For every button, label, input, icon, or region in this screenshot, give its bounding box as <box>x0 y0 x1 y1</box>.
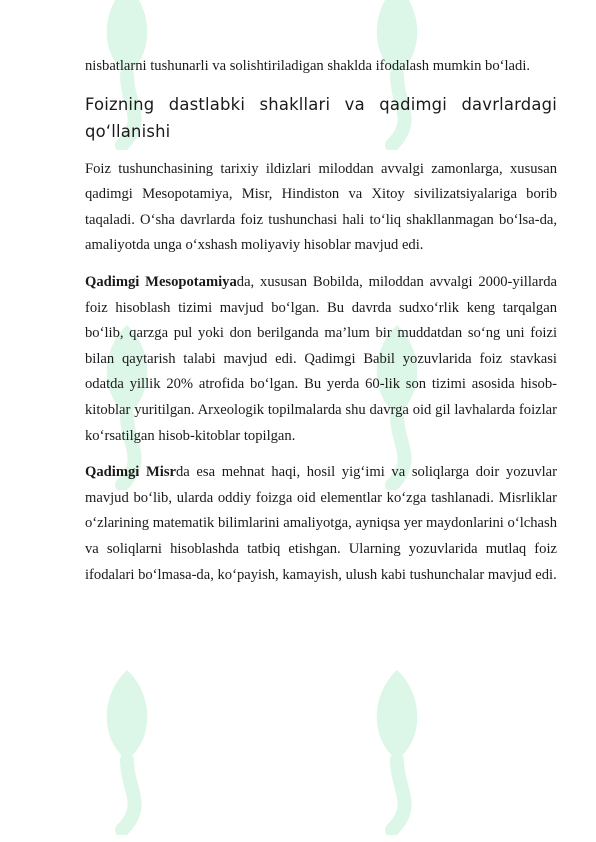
intro-paragraph: nisbatlarni tushunarli va solishtiriladigan shaklda ifodalash mumkin bo‘ladi. <box>85 58 531 74</box>
egypt-text: da esa mehnat haqi, hosil yig‘imi va soliqlarga doir yozuvlar mavjud bo‘lib, ularda oddiy foizga oid elementlar ko‘zga tashlanadi. Misrliklar o‘zlarining matematik bilimlarini amaliyotga, ayniqsa yer maydonlarini o‘lchash va soliqlarni hisoblashda tatbiq etishgan. Ularning yozuvlarida mutlaq foiz ifodalari bo‘lmasa-da, ko‘payish, kamayish, ulush kabi tushunchalar mavjud edi. <box>85 464 558 583</box>
egypt-bold-term: Qadimgi Misr <box>85 464 176 481</box>
mesopotamia-bold-term: Qadimgi Mesopotamiya <box>85 273 237 290</box>
mesopotamia-text: da, xususan Bobilda, miloddan avvalgi 2000-yillarda foiz hisoblash tizimi mavjud bo‘lgan. Bu davrda sudxo‘rlik keng tarqalgan bo‘lib, qarzga pul yoki don berilganda ma’lum bir muddatdan so‘ng uni foizi bilan qaytarish talabi mavjud edi. Qadimgi Babil yozuvlarida foiz stavkasi odatda yillik 20% atrofida bo‘lgan. Bu yerda 60-lik son tizimi asosida hisob-kitoblar yuritilgan. Arxeologik topilmalarda shu davrga oid gil lavhalarda foizlar ko‘rsatilgan hisob-kitoblar topilgan. <box>85 273 557 444</box>
section-heading <box>85 91 557 145</box>
leaf-logo-icon <box>362 665 432 835</box>
paragraph-origins: Foiz tushunchasining tarixiy ildizlari miloddan avvalgi zamonlarga, xususan qadimgi Mesopotamiya, Misr, Hindiston va Xitoy sivilizatsiyalariga borib taqaladi. O‘sha davrlarda foiz tushunchasi hali to‘liq shakllanmagan bo‘lsa-da, amaliyotda unga o‘xshash moliyaviy hisoblar mavjud edi. <box>85 160 557 254</box>
leaf-logo-icon <box>92 665 162 835</box>
paragraph-mesopotamia <box>85 270 557 449</box>
document-body <box>85 54 557 599</box>
section-heading-line2: qo‘llanishi <box>85 121 171 141</box>
section-heading-line1: Foizning dastlabki shakllari va qadimgi davrlardagi <box>85 94 557 114</box>
paragraph-egypt <box>85 460 557 588</box>
